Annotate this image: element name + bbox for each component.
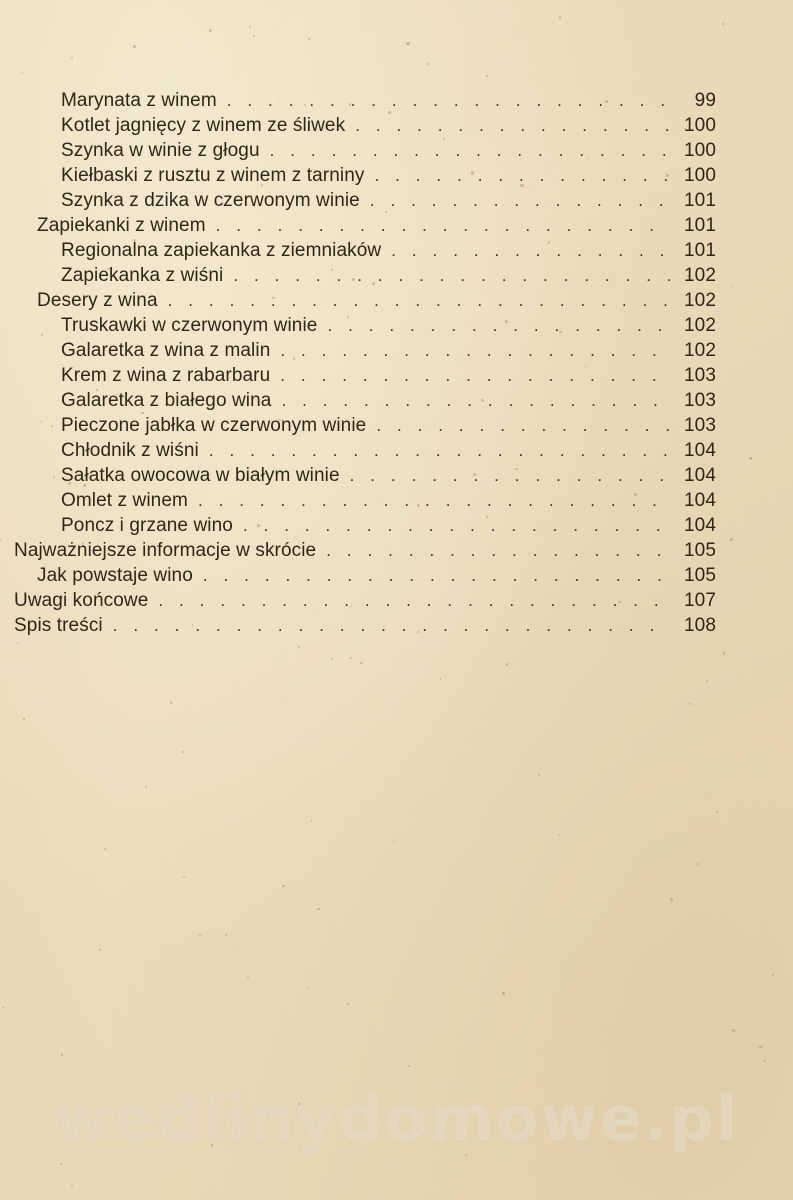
toc-entry <box>61 363 716 388</box>
paper-speck <box>331 658 332 659</box>
toc-entry <box>37 288 716 313</box>
toc-dot-leader <box>203 563 670 588</box>
paper-speck <box>360 662 363 665</box>
paper-speck <box>51 425 53 427</box>
toc-dot-leader <box>280 363 670 388</box>
paper-speck <box>199 934 201 936</box>
paper-speck <box>130 1 131 2</box>
toc-entry-title: Szynka z dzika w czerwonym winie <box>61 190 360 211</box>
toc-entry-title: Chłodnik z wiśni <box>61 440 199 461</box>
paper-speck <box>317 908 319 910</box>
toc-dot-leader <box>243 513 670 538</box>
paper-speck <box>60 1163 62 1165</box>
paper-speck <box>670 898 673 901</box>
toc-entry <box>37 563 716 588</box>
paper-speck <box>408 1065 410 1067</box>
paper-speck <box>133 45 136 48</box>
toc-entry <box>61 388 716 413</box>
toc-entry-title: Sałatka owocowa w białym winie <box>61 465 340 486</box>
paper-speck <box>247 977 249 979</box>
paper-speck <box>559 834 560 835</box>
toc-dot-leader <box>281 388 670 413</box>
paper-speck <box>749 457 752 460</box>
paper-speck <box>234 946 236 948</box>
toc-entry-title: Kiełbaski z rusztu z winem z tarniny <box>61 165 365 186</box>
toc-entry-title: Poncz i grzane wino <box>61 515 233 536</box>
paper-speck <box>764 1060 766 1062</box>
paper-speck <box>71 57 73 59</box>
toc-entry-page-number: 108 <box>683 615 716 636</box>
paper-speck <box>99 949 101 951</box>
toc-dot-leader <box>209 438 670 463</box>
paper-speck <box>427 63 429 65</box>
toc-entry <box>61 413 716 438</box>
paper-speck <box>183 876 185 878</box>
paper-speck <box>440 678 442 680</box>
toc-dot-leader <box>233 263 670 288</box>
paper-speck <box>723 652 726 655</box>
paper-speck <box>732 285 733 286</box>
toc-entry-title: Pieczone jabłka w czerwonym winie <box>61 415 367 436</box>
toc-entry-page-number: 100 <box>683 140 716 161</box>
toc-dot-leader <box>216 213 670 238</box>
toc-entry-page-number: 105 <box>683 540 716 561</box>
toc-entry-page-number: 102 <box>683 340 716 361</box>
paper-speck <box>17 642 18 643</box>
paper-speck <box>2 1007 3 1008</box>
paper-speck <box>538 774 540 776</box>
toc-entry-title: Zapiekanka z wiśni <box>61 265 224 286</box>
paper-speck <box>0 539 2 541</box>
paper-speck <box>697 863 699 865</box>
toc-entry-page-number: 103 <box>683 365 716 386</box>
paper-speck <box>727 741 728 742</box>
paper-speck <box>40 421 42 423</box>
paper-speck <box>716 811 718 813</box>
toc-entry <box>61 338 716 363</box>
toc-entry <box>37 213 716 238</box>
toc-entry <box>61 513 716 538</box>
toc-entry <box>14 613 716 638</box>
toc-dot-leader <box>168 288 670 313</box>
toc-entry-page-number: 105 <box>683 565 716 586</box>
toc-entry-title: Uwagi końcowe <box>14 590 149 611</box>
paper-speck <box>170 701 172 703</box>
toc-entry-title: Omlet z winem <box>61 490 188 511</box>
toc-entry-page-number: 104 <box>683 465 716 486</box>
toc-entry <box>61 113 716 138</box>
toc-entry <box>61 238 716 263</box>
paper-speck <box>759 1046 761 1048</box>
paper-speck <box>772 974 774 976</box>
toc-entry-page-number: 107 <box>683 590 716 611</box>
toc-dot-leader <box>113 613 670 638</box>
paper-speck <box>298 646 300 648</box>
toc-entry-page-number: 104 <box>683 440 716 461</box>
toc-dot-leader <box>280 338 670 363</box>
paper-speck <box>22 72 24 74</box>
paper-speck <box>209 29 212 32</box>
toc-entry <box>61 138 716 163</box>
paper-speck <box>71 1185 73 1187</box>
toc-entry-title: Zapiekanki z winem <box>37 215 206 236</box>
paper-speck <box>282 885 284 887</box>
toc-entry-page-number: 102 <box>683 290 716 311</box>
paper-speck <box>104 848 106 850</box>
paper-speck <box>506 663 509 666</box>
toc-entry-page-number: 101 <box>683 190 716 211</box>
paper-speck <box>347 1003 349 1005</box>
toc-entry-page-number: 102 <box>683 265 716 286</box>
paper-speck <box>393 841 395 843</box>
watermark: wedlinydomowe.pl <box>53 1082 740 1155</box>
toc-entry-title: Truskawki w czerwonym winie <box>61 315 318 336</box>
toc-entry-page-number: 101 <box>683 215 716 236</box>
toc-dot-leader <box>391 238 670 263</box>
toc-entry-title: Krem z wina z rabarbaru <box>61 365 271 386</box>
toc-entry-page-number: 104 <box>683 490 716 511</box>
paper-speck <box>710 792 711 793</box>
toc-entry <box>61 463 716 488</box>
toc-entry <box>61 88 716 113</box>
paper-speck <box>249 26 251 28</box>
toc-entry <box>61 263 716 288</box>
toc-entry <box>61 438 716 463</box>
toc-entry-title: Regionalna zapiekanka z ziemniaków <box>61 240 382 261</box>
paper-speck <box>253 35 256 38</box>
paper-speck <box>742 1160 743 1161</box>
paper-speck <box>689 703 691 705</box>
paper-speck <box>406 42 409 45</box>
toc-entry-title: Najważniejsze informacje w skrócie <box>14 540 317 561</box>
paper-speck <box>182 751 184 753</box>
paper-speck <box>502 992 505 995</box>
toc-entry-title: Galaretka z białego wina <box>61 390 272 411</box>
toc-dot-leader <box>198 488 670 513</box>
paper-speck <box>284 701 285 702</box>
toc-entry-page-number: 100 <box>683 115 716 136</box>
toc-entry <box>61 313 716 338</box>
toc-entry-title: Spis treści <box>14 615 103 636</box>
toc-entry-title: Desery z wina <box>37 290 158 311</box>
toc-dot-leader <box>326 538 670 563</box>
toc-entry-title: Kotlet jagnięcy z winem ze śliwek <box>61 115 346 136</box>
paper-speck <box>559 16 561 18</box>
toc-entry-page-number: 99 <box>694 90 716 111</box>
toc-entry-page-number: 101 <box>683 240 716 261</box>
paper-speck <box>486 75 488 77</box>
toc-entry <box>61 188 716 213</box>
toc-entry-page-number: 103 <box>683 390 716 411</box>
toc-dot-leader <box>370 188 670 213</box>
toc-dot-leader <box>227 88 670 113</box>
paper-speck <box>145 786 147 788</box>
paper-speck <box>706 680 708 682</box>
toc-dot-leader <box>376 413 670 438</box>
paper-speck <box>23 718 25 720</box>
toc-entry-title: Galaretka z wina z malin <box>61 340 271 361</box>
toc-entry-page-number: 103 <box>683 415 716 436</box>
toc-dot-leader <box>327 313 670 338</box>
paper-speck <box>606 1027 608 1029</box>
paper-speck <box>308 38 309 39</box>
paper-speck <box>350 657 352 659</box>
toc-dot-leader <box>350 463 670 488</box>
toc-entry-page-number: 104 <box>683 515 716 536</box>
toc-entry <box>61 488 716 513</box>
paper-speck <box>722 23 724 25</box>
paper-speck <box>732 1029 735 1032</box>
paper-speck <box>61 1054 63 1056</box>
paper-speck <box>225 934 227 936</box>
toc-entry <box>61 163 716 188</box>
toc-entry <box>14 538 716 563</box>
toc-dot-leader <box>355 113 670 138</box>
toc-entry-title: Jak powstaje wino <box>37 565 193 586</box>
toc-entry-title: Marynata z winem <box>61 90 217 111</box>
toc-entry-title: Szynka w winie z głogu <box>61 140 260 161</box>
paper-speck <box>730 538 733 541</box>
paper-speck <box>576 1018 577 1019</box>
paper-speck <box>53 476 56 479</box>
paper-speck <box>311 820 312 821</box>
toc-entry <box>14 588 716 613</box>
toc-dot-leader <box>374 163 670 188</box>
toc-dot-leader <box>158 588 670 613</box>
toc-entry-page-number: 100 <box>683 165 716 186</box>
paper-speck <box>41 334 43 336</box>
paper-speck <box>694 705 695 706</box>
paper-speck <box>308 988 309 989</box>
toc-entry-page-number: 102 <box>683 315 716 336</box>
toc-dot-leader <box>270 138 670 163</box>
